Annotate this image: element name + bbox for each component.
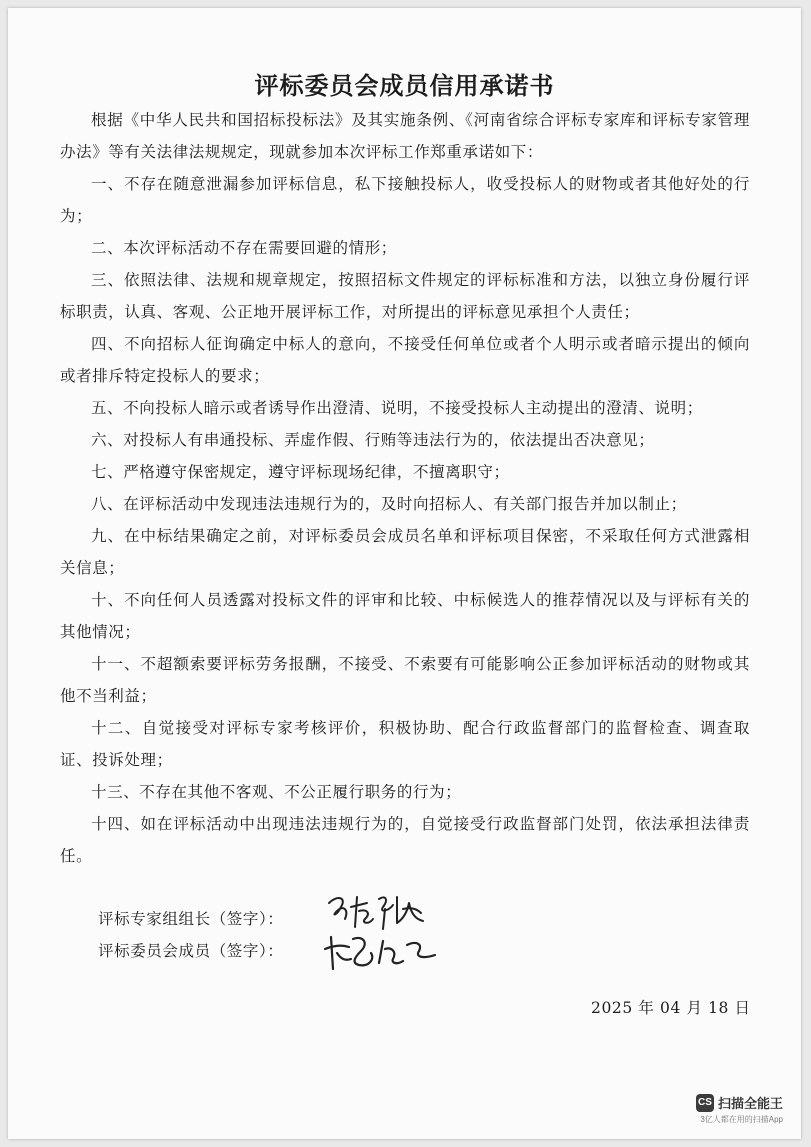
paragraph-3: 三、依照法律、法规和规章规定，按照招标文件规定的评标标准和方法，以独立身份履行评标职责，认真、客观、公正地开展评标工作，对所提出的评标意见承担个人责任； [60,271,750,321]
paragraph-7: 七、严格遵守保密规定，遵守评标现场纪律，不擅离职守； [91,463,510,481]
document-title: 评标委员会成员信用承诺书 [254,71,555,100]
leader-handwritten-signature [323,889,433,933]
document-body [60,104,750,872]
signature-block [98,903,283,967]
leader-signature-label: 评标专家组组长（签字）： [98,910,284,928]
paragraph-8: 八、在评标活动中发现违法违规行为的，及时向招标人、有关部门报告并加以制止； [91,495,687,513]
scanner-tagline: 3亿人都在用的扫描App [700,1115,783,1124]
scanner-app-name: 扫描全能王 [717,1096,783,1111]
paragraph-4: 四、不向招标人征询确定中标人的意向，不接受任何单位或者个人明示或者暗示提出的倾向或者排斥特定投标人的要求； [60,335,750,385]
paragraph-14: 十四、如在评标活动中出现违法违规行为的，自觉接受行政监督部门处罚，依法承担法律责任。 [60,815,750,865]
paragraph-6: 六、对投标人有串通投标、弄虚作假、行贿等违法行为的，依法提出否决意见； [91,431,655,449]
paragraph-10: 十、不向任何人员透露对投标文件的评审和比较、中标候选人的推荐情况以及与评标有关的其他情况； [60,591,750,641]
paragraph-1: 一、不存在随意泄漏参加评标信息，私下接触投标人，收受投标人的财物或者其他好处的行为； [60,175,750,225]
paragraph-intro: 根据《中华人民共和国招标投标法》及其实施条例、《河南省综合评标专家库和评标专家管理办法》等有关法律法规规定，现就参加本次评标工作郑重承诺如下： [60,111,750,161]
camscanner-logo-icon: CS [696,1094,714,1112]
document-page [8,8,801,1139]
member-handwritten-signature [323,929,443,973]
member-signature-label: 评标委员会成员（签字）： [98,942,284,960]
member-signature-row [98,935,283,967]
paragraph-12: 十二、自觉接受对评标专家考核评价，积极协助、配合行政监督部门的监督检查、调查取证、投诉处理； [60,719,750,769]
paragraph-9: 九、在中标结果确定之前，对评标委员会成员名单和评标项目保密，不采取任何方式泄露相关信息； [60,527,750,577]
paragraph-11: 十一、不超额索要评标劳务报酬，不接受、不索要有可能影响公正参加评标活动的财物或其他不当利益； [60,655,750,705]
signing-date: 2025 年 04 月 18 日 [591,999,751,1017]
scanner-watermark [696,1093,783,1125]
leader-signature-row [98,903,283,935]
paragraph-13: 十三、不存在其他不客观、不公正履行职务的行为； [91,783,462,801]
paragraph-5: 五、不向投标人暗示或者诱导作出澄清、说明，不接受投标人主动提出的澄清、说明； [91,399,703,417]
scanner-watermark-top [696,1093,783,1112]
paragraph-2: 二、本次评标活动不存在需要回避的情形； [91,239,397,257]
